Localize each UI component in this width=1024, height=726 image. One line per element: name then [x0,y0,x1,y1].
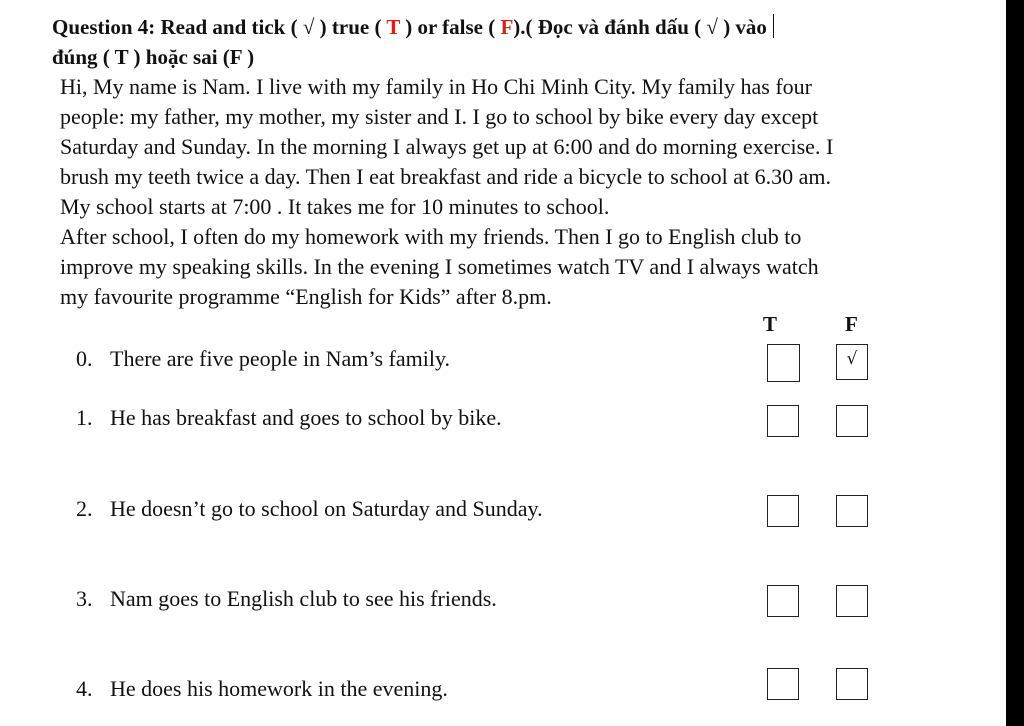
heading-part: ) or false ( [399,15,501,39]
heading-line-2: đúng ( T ) hoặc sai (F ) [52,45,255,69]
statement-text: He does his homework in the evening. [110,676,448,701]
statement-text: Nam goes to English club to see his friends. [110,586,497,611]
statement-text: There are five people in Nam’s family. [110,346,451,371]
tick-symbol: √ [706,15,718,39]
statement-2 [76,496,543,522]
false-checkbox-2[interactable] [836,495,868,527]
false-checkbox-1[interactable] [836,405,868,437]
tick-symbol: √ [302,15,315,39]
passage-line: brush my teeth twice a day. Then I eat breakfast and ride a bicycle to school at 6.30 am. [60,164,831,189]
reading-passage [60,72,990,312]
true-checkbox-0[interactable] [767,344,800,382]
false-checkbox-3[interactable] [836,585,868,617]
heading-part: ) vào [717,15,767,39]
tick-mark: √ [846,349,858,369]
statement-number: 3. [76,586,93,611]
passage-line: Saturday and Sunday. In the morning I always get up at 6:00 and do morning exercise. I [60,134,834,159]
statement-number: 2. [76,496,93,521]
passage-line: My school starts at 7:00 . It takes me for 10 minutes to school. [60,194,610,219]
true-column-header: T [763,312,778,336]
text-cursor [773,14,774,38]
question-heading [52,12,972,72]
statement-3 [76,586,497,612]
heading-part: ) true ( [314,15,387,39]
passage-line: improve my speaking skills. In the evening I sometimes watch TV and I always watch [60,254,819,279]
statement-1 [76,405,502,431]
true-letter: T [386,15,400,39]
false-letter: F [500,15,514,39]
passage-line: people: my father, my mother, my sister and I. I go to school by bike every day except [60,104,819,129]
heading-part: Question 4: Read and tick ( [52,15,303,39]
passage-line: my favourite programme “English for Kids” after 8.pm. [60,284,552,309]
statement-0 [76,346,450,372]
statement-text: He has breakfast and goes to school by bike. [110,405,502,430]
false-column-header: F [845,312,858,336]
statement-text: He doesn’t go to school on Saturday and Sunday. [110,496,543,521]
statement-4 [76,676,448,702]
passage-line: After school, I often do my homework with my friends. Then I go to English club to [60,224,802,249]
statement-number: 1. [76,405,93,430]
true-checkbox-3[interactable] [767,585,799,617]
statement-number: 4. [76,676,93,701]
false-checkbox-0[interactable] [836,344,868,380]
passage-line: Hi, My name is Nam. I live with my family in Ho Chi Minh City. My family has four [60,74,813,99]
heading-part: ).( Đọc và đánh dấu ( [513,15,707,39]
false-checkbox-4[interactable] [836,668,868,700]
statement-number: 0. [76,346,93,371]
true-checkbox-4[interactable] [767,668,799,700]
true-checkbox-2[interactable] [767,495,799,527]
true-checkbox-1[interactable] [767,405,799,437]
